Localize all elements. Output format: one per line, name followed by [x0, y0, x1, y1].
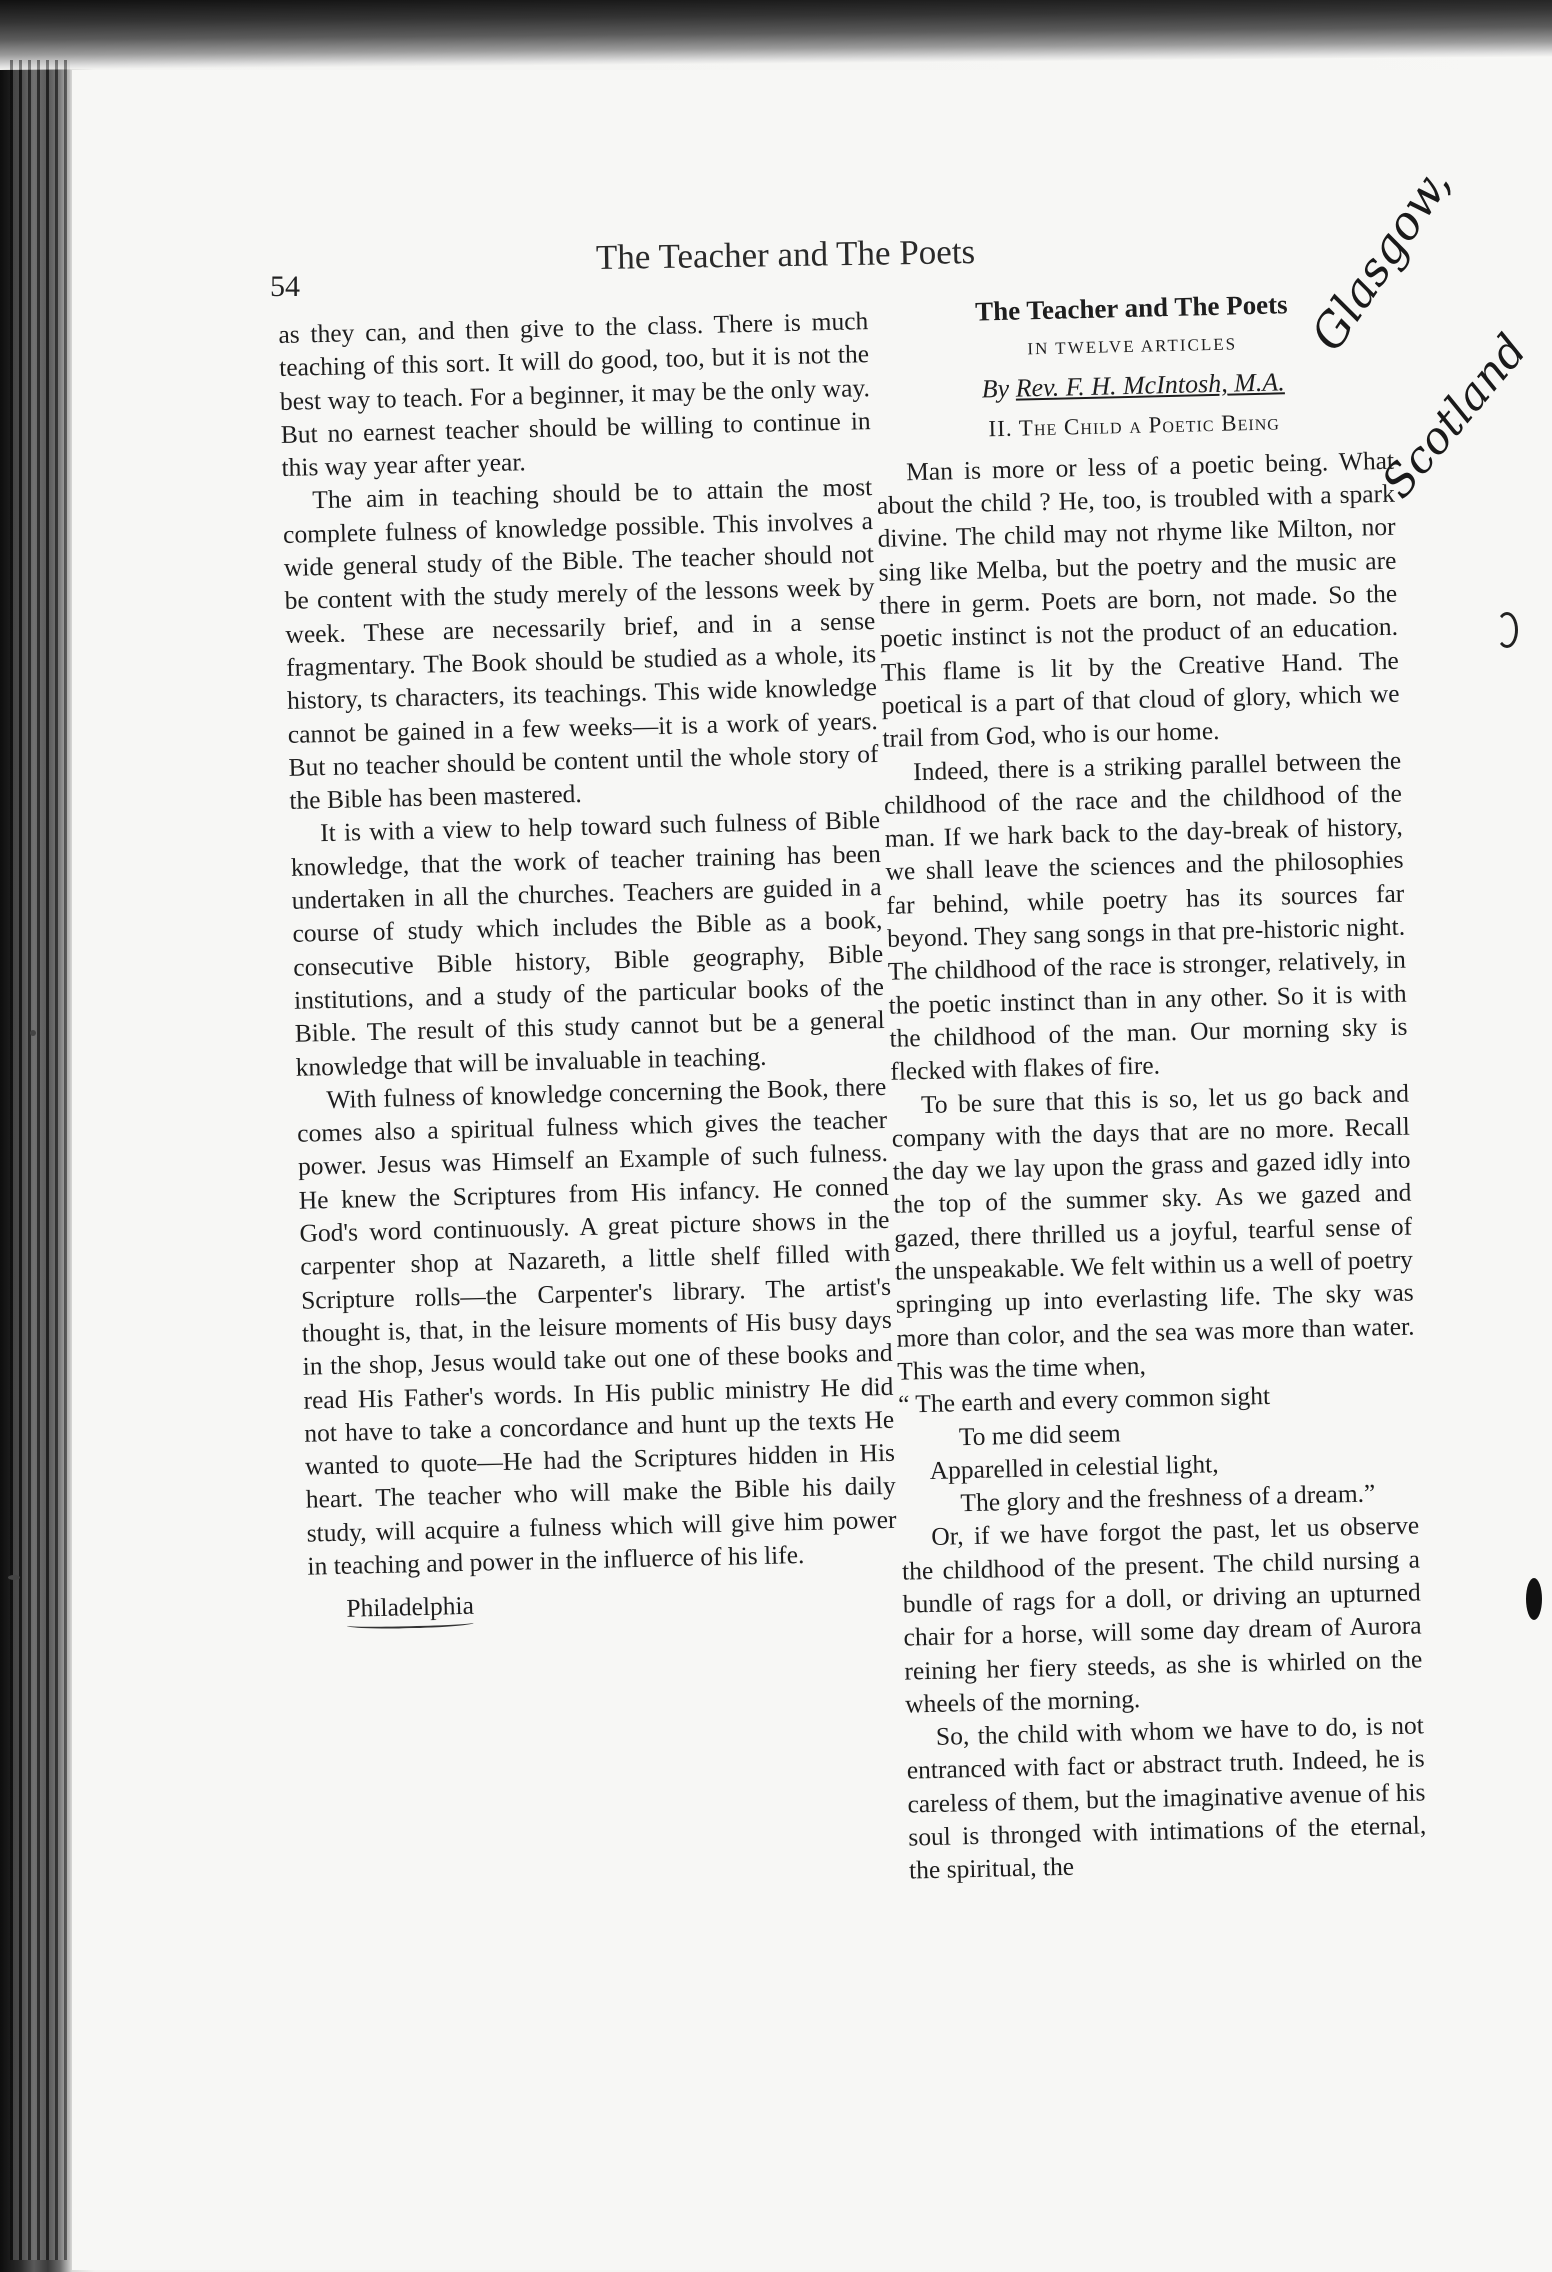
left-paragraph-3: It is with a view to help toward such fulness of Bible knowledge, that the work of teacher training has been undertaken in all the churches. Teachers are guided in a course of study which includes the Bible as a book, consecutive Bible history, Bible geography, Bible institutions, and a study of the particular books of the Bible. The result of this study cannot but be a general knowledge that will be invaluable in teaching.	[290, 805, 886, 1082]
handwritten-note-country: Scotland	[1372, 325, 1537, 508]
handwritten-note-city: Glasgow,	[1300, 157, 1462, 361]
author-prefix: By	[981, 374, 1010, 404]
author-name: Rev. F. H. McIntosh, M.A.	[1015, 367, 1285, 403]
right-paragraph-3: To be sure that this is so, let us go back and company with the days that are no more. Recall the day we lay upon the grass and gazed idly into the top of the summer sky. As we gazed and gazed, there thrilled us a joyful, tearful sense of the unspeakable. We felt within us a well of poetry springing up into everlasting life. The sky was more than color, and the sea was more than water. This was the time when,	[891, 1078, 1415, 1386]
section-heading: II. The Child a Poetic Being	[988, 409, 1281, 441]
binder-hole-icon	[1526, 1578, 1542, 1620]
scan-speck	[8, 1575, 20, 1580]
poem-line-2: To me did seem	[958, 1417, 1121, 1451]
left-paragraph-2: The aim in teaching should be to attain the most complete fulness of knowledge possible. This involves a wide general study of the Bible. The teacher should not be content with the study merely of the lessons week by week. These are necessarily brief, and in a sense fragmentary. The Book should be studied as a whole, its history, ts characters, its teachings. This wide knowledge cannot be gained in a few weeks—it is a work of years. But no teacher should be content until the whole story of the Bible has been mastered.	[282, 472, 879, 816]
signoff-location: Philadelphia	[346, 1589, 474, 1625]
left-paragraph-4: With fulness of knowledge concerning the Book, there comes also a spiritual fulness which gives the teacher power. Jesus was Himself an Example of such fulness. He knew the Scriptures from His infancy. He conned God's word continuously. A great picture shows in the carpenter shop at Nazareth, a little shelf filled with Scripture rolls—the Carpenter's library. The artist's thought is, that, in the leisure moments of His busy days in the shop, Jesus would take out one of these books and read His Father's words. In His public ministry He did not have to take a concordance and hunt up the texts He wanted to quote—He had the Scriptures hidden in His heart. The teacher who will make the Bible his daily study, will acquire a fulness which will give him power in teaching and power in the influerce of his life.	[296, 1071, 897, 1581]
poem-quote	[898, 1376, 1419, 1521]
article-title: The Teacher and The Poets	[974, 289, 1288, 327]
poem-line-1: “ The earth and every common sight	[897, 1381, 1271, 1419]
running-title: The Teacher and The Poets	[595, 232, 976, 277]
series-line: IN TWELVE ARTICLES	[1027, 334, 1238, 359]
author-byline	[874, 363, 1393, 408]
stacked-page-edges	[10, 60, 70, 2260]
left-column	[278, 304, 899, 1626]
poem-line-3: Apparelled in celestial light,	[929, 1448, 1219, 1485]
right-paragraph-2: Indeed, there is a striking parallel between the childhood of the race and the childhood of the man. If we hark back to the day-break of history, we shall leave the sciences and the philosophies far behind, while poetry has its sources far beyond. They sang songs in that pre-historic night. The childhood of the race is stronger, relatively, in the poetic instinct than in any other. So it is with the childhood of the man. Our morning sky is flecked with flakes of fire.	[883, 745, 1408, 1087]
binder-hole-icon	[1496, 612, 1518, 648]
right-paragraph-1: Man is more or less of a poetic being. What about the child ? He, too, is troubled with a spark divine. The child may not rhyme like Milton, nor sing like Melba, but the poetry and the music are there in germ. Poets are born, not made. So the poetic instinct is not the product of an education. This flame is lit by the Creative Hand. The poetical is a part of that cloud of glory, which we trail from God, who is our home.	[876, 445, 1400, 754]
scan-speck	[30, 1030, 36, 1036]
page-number: 54	[270, 270, 300, 303]
right-column	[872, 284, 1427, 1887]
right-paragraph-4: Or, if we have forgot the past, let us observe the childhood of the present. The child nursing a bundle of rags for a doll, or driving an upturned chair for a horse, will some day dream of Aurora reining her fiery steeds, as she is whirled on the wheels of the morning.	[901, 1510, 1423, 1719]
left-paragraph-1: as they can, and then give to the class. There is much teaching of this sort. It will do good, too, but it is not the best way to teach. For a beginner, it may be the only way. But no earnest teacher should be willing to continue in this way year after year.	[278, 306, 871, 483]
poem-line-4: The glory and the freshness of a dream.”	[960, 1478, 1376, 1518]
scan-top-edge	[0, 0, 1552, 70]
right-paragraph-5: So, the child with whom we have to do, is not entranced with fact or abstract truth. Indeed, he is careless of them, but the imaginative avenue of his soul is thronged with intimations of the eternal, the spiritual, the	[906, 1710, 1427, 1885]
